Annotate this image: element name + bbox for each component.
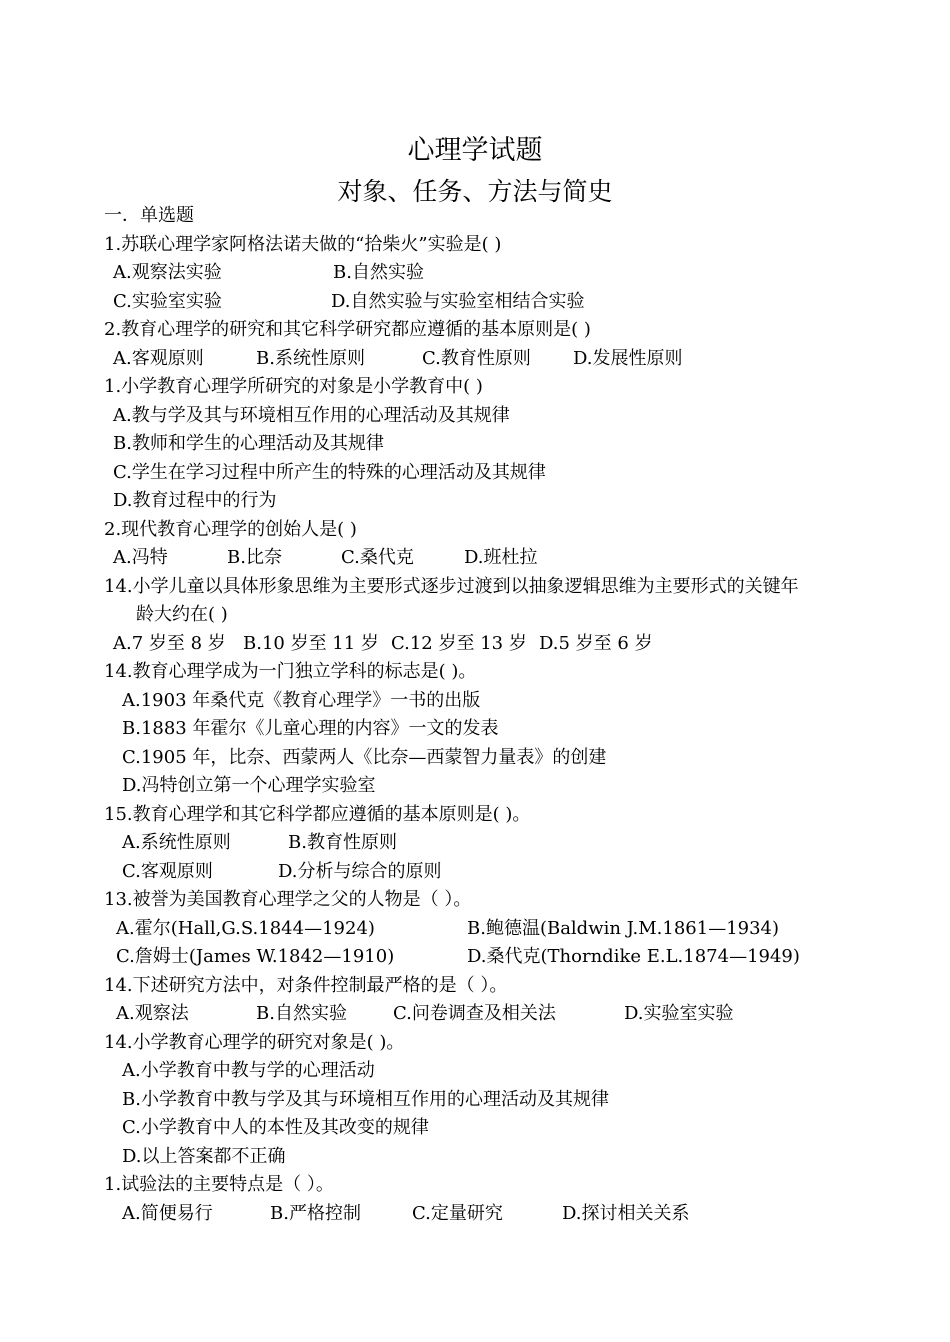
option-c: C.詹姆士(James W.1842—1910): [116, 946, 395, 967]
question-stem: 13.被誉为美国教育心理学之父的人物是（ ）。: [104, 889, 472, 910]
option-row: [104, 259, 864, 288]
option-d: D.教育过程中的行为: [113, 490, 277, 511]
option-a: A.7 岁至 8 岁: [113, 632, 226, 654]
option-c: C.定量研究: [412, 1202, 503, 1224]
question-stem: 2.教育心理学的研究和其它科学研究都应遵循的基本原则是( ): [104, 319, 591, 340]
option-row: [104, 1200, 864, 1229]
option-d: D.以上答案都不正确: [122, 1145, 286, 1167]
option-c: C.实验室实验: [113, 290, 222, 312]
option-a: A.小学教育中教与学的心理活动: [122, 1060, 375, 1081]
option-row: [104, 345, 864, 374]
option-c: C.12 岁至 13 岁: [391, 632, 527, 654]
option-d: D.班杜拉: [464, 547, 538, 568]
question-stem: 14.小学教育心理学的研究对象是( )。: [104, 1031, 405, 1053]
option-a: A.系统性原则: [122, 832, 231, 853]
option-c: C.1905 年，比奈、西蒙两人《比奈—西蒙智力量表》的创建: [122, 746, 607, 768]
option-b: B.教师和学生的心理活动及其规律: [113, 433, 384, 454]
option-c: C.小学教育中人的本性及其改变的规律: [122, 1117, 429, 1138]
option-d: D.5 岁至 6 岁: [539, 632, 653, 654]
page-subtitle: 对象、任务、方法与简史: [337, 177, 613, 206]
option-b: B.10 岁至 11 岁: [243, 632, 379, 654]
question-stem: 15.教育心理学和其它科学都应遵循的基本原则是( )。: [104, 803, 531, 825]
option-b: B.比奈: [227, 547, 282, 568]
option-c: C.问卷调查及相关法: [393, 1003, 556, 1024]
option-a: A.观察法: [116, 1003, 189, 1024]
option-a: A.简便易行: [122, 1202, 213, 1224]
option-c: C.客观原则: [122, 860, 213, 882]
question-stem: 14.下述研究方法中，对条件控制最严格的是（ ）。: [104, 974, 508, 996]
option-c: C.学生在学习过程中所产生的特殊的心理活动及其规律: [113, 461, 546, 483]
option-row: [104, 858, 864, 887]
question-stem: 1.试验法的主要特点是（ ）。: [104, 1174, 334, 1195]
option-b: B.系统性原则: [256, 347, 365, 369]
option-c: C.桑代克: [341, 547, 414, 568]
option-a: A.客观原则: [113, 347, 204, 369]
option-a: A.冯特: [113, 547, 168, 568]
option-b: B.严格控制: [270, 1202, 361, 1224]
option-row: [104, 630, 864, 659]
question-stem: 14.教育心理学成为一门独立学科的标志是( )。: [104, 661, 477, 682]
question-stem: 14.小学儿童以具体形象思维为主要形式逐步过渡到以抽象逻辑思维为主要形式的关键年: [104, 575, 799, 597]
question-stem-continued: 龄大约在( ): [136, 604, 228, 625]
option-row: [104, 544, 864, 573]
option-b: B.自然实验: [333, 262, 424, 283]
option-row: [104, 915, 864, 944]
option-b: B.1883 年霍尔《儿童心理的内容》一文的发表: [122, 718, 499, 739]
option-a: A.观察法实验: [113, 262, 222, 283]
option-d: D.桑代克(Thorndike E.L.1874—1949): [467, 946, 800, 967]
option-d: D.冯特创立第一个心理学实验室: [122, 775, 376, 796]
option-d: D.自然实验与实验室相结合实验: [331, 290, 585, 312]
option-a: A.教与学及其与环境相互作用的心理活动及其规律: [113, 404, 510, 426]
question-stem: 1.小学教育心理学所研究的对象是小学教育中( ): [104, 376, 483, 397]
option-b: B.鲍德温(Baldwin J.M.1861—1934): [467, 917, 780, 939]
option-row: [104, 943, 864, 972]
section-heading: 一．单选题: [104, 205, 194, 226]
option-a: A.霍尔(Hall,G.S.1844—1924): [116, 917, 375, 939]
option-b: B.小学教育中教与学及其与环境相互作用的心理活动及其规律: [122, 1088, 609, 1110]
option-d: D.实验室实验: [624, 1003, 734, 1024]
page-title: 心理学试题: [407, 135, 543, 166]
option-d: D.探讨相关关系: [562, 1202, 690, 1224]
option-row: [104, 829, 864, 858]
question-list: [104, 202, 864, 1228]
option-c: C.教育性原则: [422, 347, 531, 369]
option-b: B.教育性原则: [288, 832, 397, 853]
option-a: A.1903 年桑代克《教育心理学》一书的出版: [122, 689, 481, 711]
question-stem: 2.现代教育心理学的创始人是( ): [104, 518, 357, 540]
option-d: D.分析与综合的原则: [278, 860, 442, 882]
option-d: D.发展性原则: [573, 347, 683, 369]
option-row: [104, 1000, 864, 1029]
option-b: B.自然实验: [256, 1003, 347, 1024]
option-row: [104, 288, 864, 317]
question-stem: 1.苏联心理学家阿格法诺夫做的“拾柴火”实验是( ): [104, 233, 502, 255]
